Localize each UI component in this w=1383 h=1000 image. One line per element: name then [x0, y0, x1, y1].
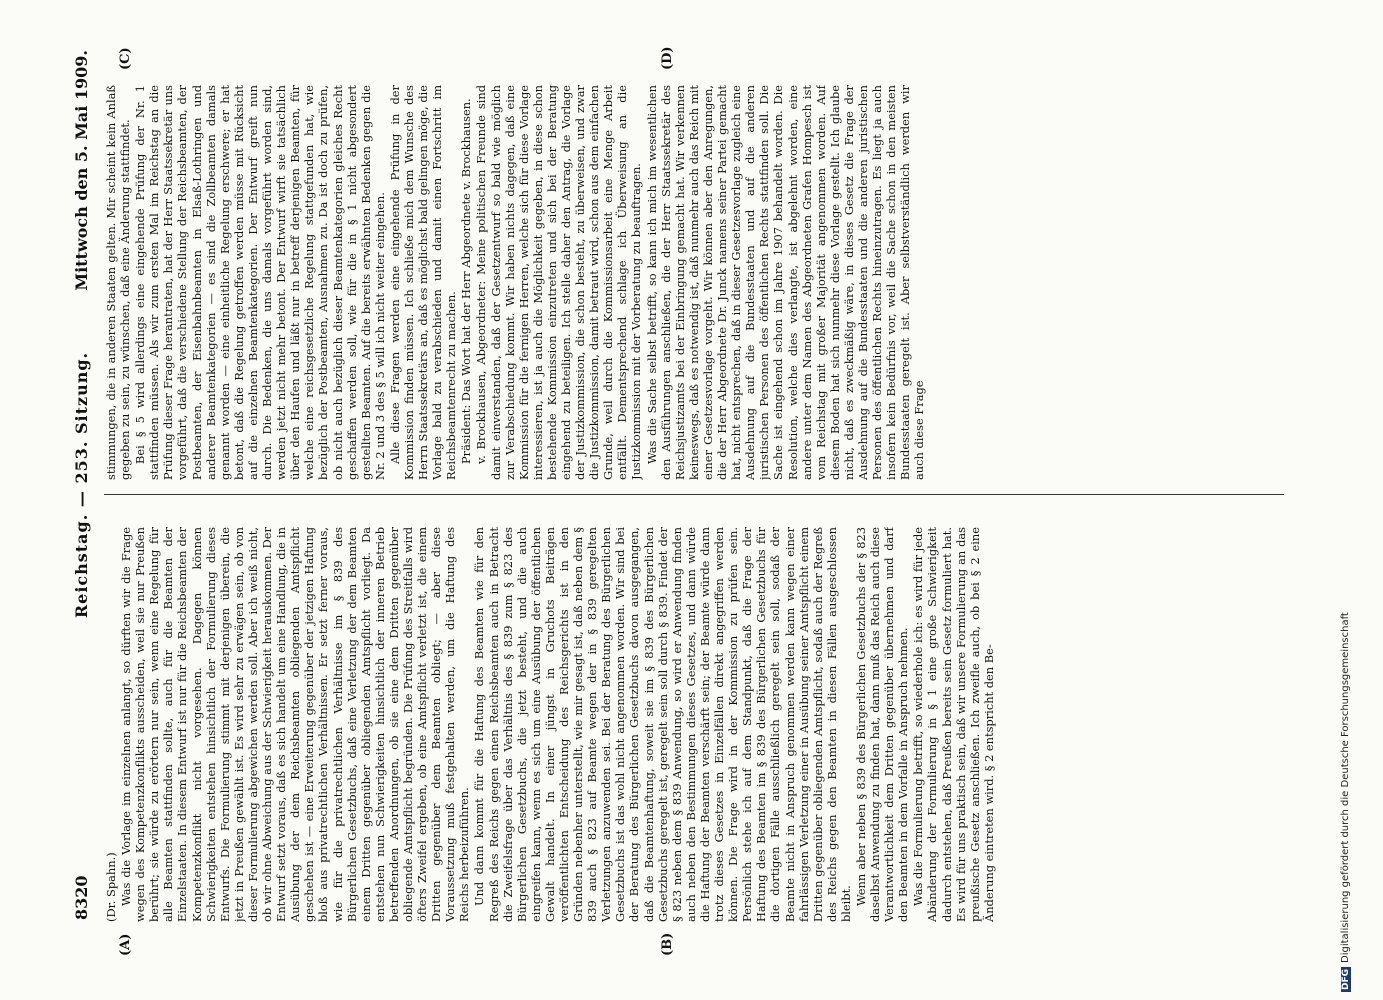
- paragraph: Was die Vorlage im einzelnen anlangt, so dürften wir die Frage wegen des Kompetenzkonflikts ausscheiden, weil sie nur Preußen berührt; sie würde zu erörtern nur sein, wenn eine Regelung für alle Beamten stattfinden sollte, auch für die Beamten der Einzelstaaten. In diesem Entwurf ist nur für die Reichsbeamten der Kompetenzkonflikt nicht vorgesehen. Dagegen können Schwierigkeiten entstehen hinsichtlich der Formulierung dieses Entwurfs. Die Formulierung stimmt mit derjenigen überein, die jetzt in Preußen gewählt ist. Es wird sehr zu erwägen sein, ob von dieser Formulierung abgewichen werden soll. Aber ich weiß nicht, ob wir ohne Abweichung aus der Schwierigkeit herauskommen. Der Entwurf setzt voraus, daß es sich handelt um eine Handlung, die in Ausübung der dem Reichsbeamten obliegenden Amtspflicht geschehen ist — eine Erweiterung gegenüber der jetzigen Haftung bloß aus privatrechtlichen Verhältnissen. Er setzt ferner voraus, wie für die privatrechtlichen Verhältnisse im § 839 des Bürgerlichen Gesetzbuchs, daß eine Verletzung der dem Beamten einem Dritten gegenüber obliegenden Amtspflicht vorliegt. Da entstehen nun Schwierigkeiten hinsichtlich der inneren Betrieb betreffenden Anordnungen, ob sie eine dem Dritten gegenüber obliegende Amtspflicht begründen. Die Prüfung des Streitfalls wird öfters Zweifel ergeben, ob eine Amtspflicht verletzt ist, die einem Dritten gegenüber dem Beamten obliegt; — aber diese Voraussetzung muß festgehalten werden, um die Haftung des Reichs herbeizuführen.: [119, 527, 472, 922]
- paragraph: Was die Formulierung betrifft, so wiederhole ich: es wird für jede Abänderung der Formulierung in § 1 eine große Schwierigkeit dadurch entstehen, daß Preußen bereits sein Gesetz formuliert hat. Es wird für uns praktisch sein, daß wir unsere Formulierung an das preußische Gesetz anschließen. Ich zweifle auch, ob bei § 2 eine Änderung eintreten wird. § 2 entspricht den Be-: [911, 527, 996, 922]
- dfg-logo: DFG: [1341, 968, 1351, 990]
- page-number: 8320: [72, 875, 91, 920]
- margin-marker-d: (D): [660, 46, 675, 70]
- paragraph: Bei § 5 wird allerdings eine eingehende Prüfung der Nr. 1 stattfinden müssen. Als wir zum ersten Mal im Reichstag an die Prüfung dieser Frage herantraten, hat der Herr Staatssekretär uns vorgeführt, daß die verschiedene Stellung der Reichsbeamten, der Postbeamten, der Eisenbahnbeamten in Elsaß-Lothringen und anderer Beamtenkategorien — es sind die Zollbeamten damals genannt worden — eine einheitliche Regelung erschwere; er hat betont, daß die Regelung getroffen werden müsse mit Rücksicht auf die einzelnen Beamtenkategorien. Der Entwurf greift nun durch. Die Bedenken, die uns damals vorgeführt worden sind, werden jetzt nicht mehr betont. Der Entwurf wirft sie tatsächlich über den Haufen und läßt nur in betreff derjenigen Beamten, für welche eine reichsgesetzliche Regelung stattgefunden hat, wie bezüglich der Postbeamten, Ausnahmen zu. Da ist doch zu prüfen, ob nicht auch bezüglich dieser Beamtenkategorien gleiches Recht geschaffen werden soll, wie für die in § 1 nicht abgesondert gestellten Beamten. Auf die bereits erwähnten Bedenken gegen die Nr. 2 und 3 des § 5 will ich nicht weiter eingehen.: [133, 85, 387, 480]
- paragraph: stimmungen, die in anderen Staaten gelten. Mir scheint kein Anlaß gegeben zu sein, zu wünschen, daß eine Änderung stattfindet.: [104, 85, 133, 480]
- left-text-column: [104, 527, 1284, 922]
- page-header: [72, 50, 96, 920]
- margin-marker-c: (C): [118, 47, 133, 70]
- speaker-reference: (Dr. Spahn.): [104, 852, 118, 922]
- paragraph: Alle diese Fragen werden eine eingehende Prüfung in der Kommission finden müssen. Ich schließe mich dem Wunsche des Herrn Staatssekretärs an, daß es möglichst bald gelingen möge, die Vorlage bald zu verabschieden und damit einen Fortschritt im Reichsbeamtenrecht zu machen.: [387, 85, 459, 480]
- paragraph: Was die Sache selbst betrifft, so kann ich mich im wesentlichen den Ausführungen anschließen, die der Herr Staatssekretär des Reichsjustizamts bei der Einbringung gemacht hat. Wir verkennen keineswegs, daß es notwendig ist, daß nunmehr auch das Reich mit einer Gesetzesvorlage vorgeht. Wir können aber den Anregungen, die der Herr Abgeordnete Dr. Junck namens seiner Partei gemacht hat, nicht entsprechen, daß in dieser Gesetzesvorlage zugleich eine Ausdehnung auf die Bundesstaaten und auf die anderen juristischen Personen des öffentlichen Rechts stattfinden soll. Die Sache ist eingehend schon im Jahre 1907 behandelt worden. Die Resolution, welche dies verlangte, ist abgelehnt worden, eine andere unter dem Namen des Abgeordneten Grafen Hompesch ist vom Reichstag mit großer Majorität angenommen worden. Auf diesem Boden hat sich nunmehr diese Vorlage gestellt. Ich glaube nicht, daß es zweckmäßig wäre, in dieses Gesetz die Frage der Ausdehnung auf die Bundesstaaten und die anderen juristischen Personen des öffentlichen Rechts hineinzutragen. Es liegt ja auch insofern kein Bedürfnis vor, weil die Sache schon in den meisten Bundesstaaten geregelt ist. Aber selbstverständlich werden wir auch diese Frage: [644, 85, 927, 480]
- column-divider: [104, 494, 1284, 495]
- president-remark: Präsident: Das Wort hat der Herr Abgeordnete v. Brockhausen.: [459, 98, 474, 464]
- running-title: Reichstag. — 253. Sitzung.: [72, 351, 91, 619]
- margin-marker-b: (B): [660, 932, 675, 956]
- right-text-column: [104, 85, 1284, 480]
- sitting-date: Mittwoch den 5. Mai 1909.: [72, 50, 91, 291]
- credit-text: Digitalisierung gefördert durch die Deutsche Forschungsgemeinschaft: [1340, 612, 1351, 963]
- margin-marker-a: (A): [118, 933, 133, 956]
- paragraph: v. Brockhausen, Abgeordneter: Meine politischen Freunde sind damit einverstanden, daß der Gesetzentwurf so bald wie möglich zur Verabschiedung kommt. Wir haben nichts dagegen, daß eine Kommission für die fernigen Herren, welche sich für diese Vorlage interessieren, ist ja auch die Möglichkeit gegeben, in diese schon bestehende Kommission einzutreten und sich bei der Beratung eingehend zu beteiligen. Ich stelle daher den Antrag, die Vorlage der Justizkommission, die schon besteht, zu überweisen, und zwar die Justizkommission, damit betraut wird, schon aus dem einfachen Grunde, weil durch die Kommissionsarbeit eine Menge Arbeit entfällt. Dementsprechend schlage ich Überweisung an die Justizkommission mit der Vorberatung zu beauftragen.: [474, 85, 644, 480]
- paragraph: Und dann kommt für die Haftung des Beamten wie für den Regreß des Reichs gegen einen Reichsbeamten auch in Betracht die Zweifelsfrage über das Verhältnis des § 839 zum § 823 des Bürgerlichen Gesetzbuchs, die jetzt besteht, und die auch eingreifen kann, wenn es sich um eine Ausübung der öffentlichen Gewalt handelt. In einer jüngst in Gruchots Beiträgen veröffentlichten Entscheidung des Reichsgerichts ist in den Gründen nebenher unterstellt, wie mir gesagt ist, daß neben dem § 839 auch § 823 auf Beamte wegen der in § 839 geregelten Verletzungen anzuwenden sei. Bei der Beratung des Bürgerlichen Gesetzbuchs ist das wohl nicht angenommen worden. Wir sind bei der Beratung des Bürgerlichen Gesetzbuchs davon ausgegangen, daß die Beamtenhaftung, soweit sie im § 839 des Bürgerlichen Gesetzbuchs geregelt ist, geregelt sein soll durch § 839. Findet der § 823 neben dem § 839 Anwendung, so wird er Anwendung finden auch neben den Bestimmungen dieses Gesetzes, und dann würde die Haftung der Beamten verschärft sein; der Beamte würde dann trotz dieses Gesetzes in Einzelfällen direkt angegriffen werden können. Die Frage wird in der Kommission zu prüfen sein. Persönlich stehe ich auf dem Standpunkt, daß die Frage der Haftung des Beamten im § 839 des Bürgerlichen Gesetzbuchs für die dortigen Fälle ausschließlich geregelt sein soll, sodaß der Beamte nicht in Anspruch genommen werden kann wegen einer fahrlässigen Verletzung einer in Ausübung seiner Amtspflicht einem Dritten gegenüber obliegenden Amtspflicht, sodaß auch der Regreß des Reichs gegen den Beamten in diesen Fällen ausgeschlossen bleibt.: [472, 527, 853, 922]
- digitization-credit: [1340, 612, 1351, 992]
- paragraph: Wenn aber neben § 839 des Bürgerlichen Gesetzbuchs der § 823 daselbst Anwendung zu finden hat, dann muß das Reich auch diese Verantwortlichkeit dem Dritten gegenüber übernehmen und darf den Beamten in dem Vorfalle in Anspruch nehmen.: [853, 527, 911, 922]
